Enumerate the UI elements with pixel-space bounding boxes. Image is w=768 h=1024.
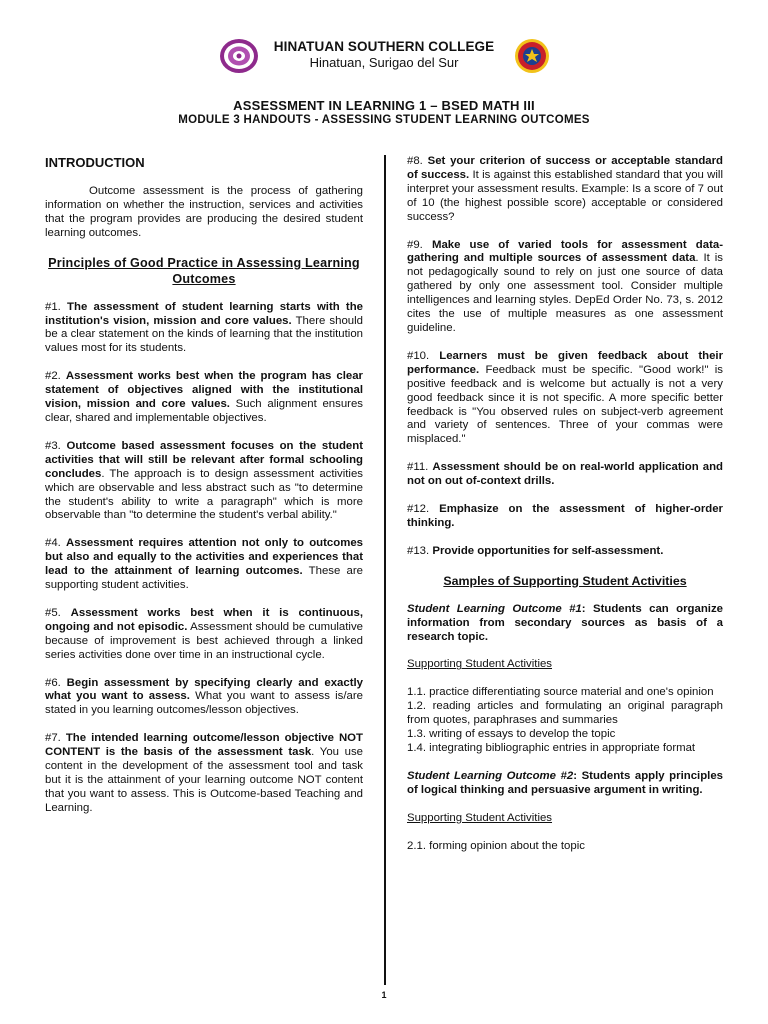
principle-number: #11. — [407, 461, 433, 474]
principle-number: #8. — [407, 155, 428, 167]
page-number: 1 — [381, 990, 387, 1000]
principle-number: #3. — [45, 439, 67, 452]
introduction-heading: INTRODUCTION — [45, 155, 145, 170]
principle-item — [407, 350, 723, 447]
principle-statement: Learners must be given feedback about their performance. — [407, 349, 723, 376]
department-seal-logo — [514, 38, 550, 74]
principle-statement: Provide opportunities for self-assessment. — [432, 544, 664, 557]
list-item: 2.1. forming opinion about the topic — [407, 839, 585, 852]
principle-number: #9. — [407, 238, 432, 251]
college-location: Hinatuan, Surigao del Sur — [309, 55, 459, 70]
principle-statement: Emphasize on the assessment of higher-order thinking. — [407, 503, 723, 529]
document-header — [0, 36, 768, 76]
principle-statement: Assessment should be on real-world application and not on out of-context drills. — [407, 461, 723, 488]
introduction-paragraph: Outcome assessment is the process of gathering information on whether the instruction, services and activities that the program provides are producing the desired student learning outcomes. — [45, 185, 363, 239]
principle-explanation: There should be a clear statement on the kinds of learning that the institution values most for its students. — [45, 314, 363, 355]
principle-explanation: These are supporting student activities. — [45, 565, 363, 592]
list-item: 1.4. integrating bibliographic entries in appropriate format — [407, 742, 696, 754]
principle-number: #4. — [45, 537, 67, 550]
principle-explanation: . You use content in the development of the assessment tool and task but it is the attainment of your learning outcome NOT content that you want to assess. This is Outcome-based Teaching and Learning. — [45, 746, 363, 814]
principle-statement: Assessment works best when it is continuous, ongoing and not episodic. — [45, 606, 363, 633]
principle-explanation: Such alignment ensures clear, shared and implementable objectives. — [45, 398, 363, 424]
principle-number: #7. — [45, 732, 66, 745]
principle-statement: Outcome based assessment focuses on the student activities that will still be relevant after formal schooling concludes — [45, 439, 364, 480]
principle-number: #6. — [45, 676, 67, 689]
activities-list-2 — [407, 840, 723, 854]
principle-item — [45, 301, 363, 357]
samples-heading: Samples of Supporting Student Activities — [443, 573, 687, 588]
principle-item — [45, 607, 363, 663]
principle-statement: The assessment of student learning starts with the institution's vision, mission and core values. — [45, 300, 364, 327]
outcome-label: Student Learning Outcome #2 — [407, 769, 574, 782]
principle-number: #13. — [407, 544, 433, 557]
principle-explanation: It is against this established standard that you will interpret your assessment results. Example: Is a score of 7 out of 10 (the highest possible score) acceptable or considered success? — [407, 168, 723, 223]
principle-item — [45, 537, 363, 593]
document-title: ASSESSMENT IN LEARNING 1 – BSED MATH III — [233, 98, 535, 113]
principle-number: #5. — [45, 606, 71, 619]
principle-item — [45, 370, 363, 426]
right-column — [407, 155, 723, 868]
principle-number: #1. — [45, 300, 68, 313]
principle-statement: Begin assessment by specifying clearly and exactly what you want to assess. — [45, 676, 364, 703]
principle-item — [407, 503, 723, 531]
principle-explanation: Assessment should be cumulative because of improvement is best achieved through a linked series activities done over time in an instructional cycle. — [45, 620, 363, 661]
outcome-text: : Students can organize information from secondary sources as basis of a research topic. — [407, 602, 723, 643]
principle-item — [407, 545, 723, 559]
principle-explanation: Feedback must be specific. "Good work!" is positive feedback and is welcome but actually is not a very good feedback since it is not specific. A more specific better feedback is "You observed rules on subject-verb agreement and variety of sentences. Three of your commas were misplaced." — [407, 363, 723, 446]
principle-statement: Make use of varied tools for assessment data-gathering and multiple sources of assessment data — [407, 238, 723, 265]
supporting-activities-label: Supporting Student Activities — [407, 658, 553, 671]
learning-outcome-2 — [407, 770, 723, 798]
principle-item — [407, 155, 723, 225]
principle-statement: Assessment requires attention not only to outcomes but also and equally to the activities and experiences that lead to the attainment of learning outcomes. — [45, 537, 363, 578]
principle-explanation: What you want to assess is/are stated in you learning outcomes/lesson objectives. — [45, 690, 363, 717]
principle-item — [45, 677, 363, 719]
list-item: 1.3. writing of essays to develop the topic — [407, 728, 616, 741]
principle-item — [407, 461, 723, 489]
principle-statement: The intended learning outcome/lesson objective NOT CONTENT is the basis of the assessment task — [45, 732, 363, 759]
learning-outcome-1 — [407, 603, 723, 645]
supporting-activities-label: Supporting Student Activities — [407, 811, 553, 824]
principle-item — [407, 239, 723, 336]
list-item: 1.1. practice differentiating source material and one's opinion — [407, 686, 714, 699]
left-column — [45, 155, 363, 830]
outcome-label: Student Learning Outcome #1 — [407, 602, 582, 615]
principle-explanation: . It is not pedagogically sound to rely on just one source of data gathered by only one assessment tool. Consider multiple intelligences and learning styles. DepEd Order No. 73, s. 2012 cites the use of multiple measures as one assessment guideline. — [407, 252, 723, 334]
principle-item — [45, 440, 363, 523]
college-name: HINATUAN SOUTHERN COLLEGE — [273, 39, 495, 54]
principle-number: #12. — [407, 503, 440, 516]
outcome-text: : Students apply principles of logical thinking and persuasive argument in writing. — [407, 769, 723, 796]
column-divider — [384, 155, 386, 985]
principle-number: #2. — [45, 370, 66, 383]
list-item: 1.2. reading articles and formulating an original paragraph from quotes, paraphrases and summaries — [407, 700, 723, 727]
activities-list-1 — [407, 686, 723, 756]
principle-statement: Assessment works best when the program has clear statement of objectives aligned with the institutional vision, mission and core values. — [45, 370, 363, 411]
principle-explanation: . The approach is to design assessment activities which are observable and less abstract such as "to determine the student's ability to write a paragraph" which is more observable than "to determine the student's verbal ability." — [45, 467, 363, 522]
principles-heading: Principles of Good Practice in Assessing Learning Outcomes — [48, 255, 360, 286]
principle-number: #10. — [407, 349, 440, 362]
principle-item — [45, 732, 363, 815]
principle-statement: Set your criterion of success or acceptable standard of success. — [407, 155, 724, 181]
document-subtitle: MODULE 3 HANDOUTS - ASSESSING STUDENT LEARNING OUTCOMES — [178, 114, 590, 126]
